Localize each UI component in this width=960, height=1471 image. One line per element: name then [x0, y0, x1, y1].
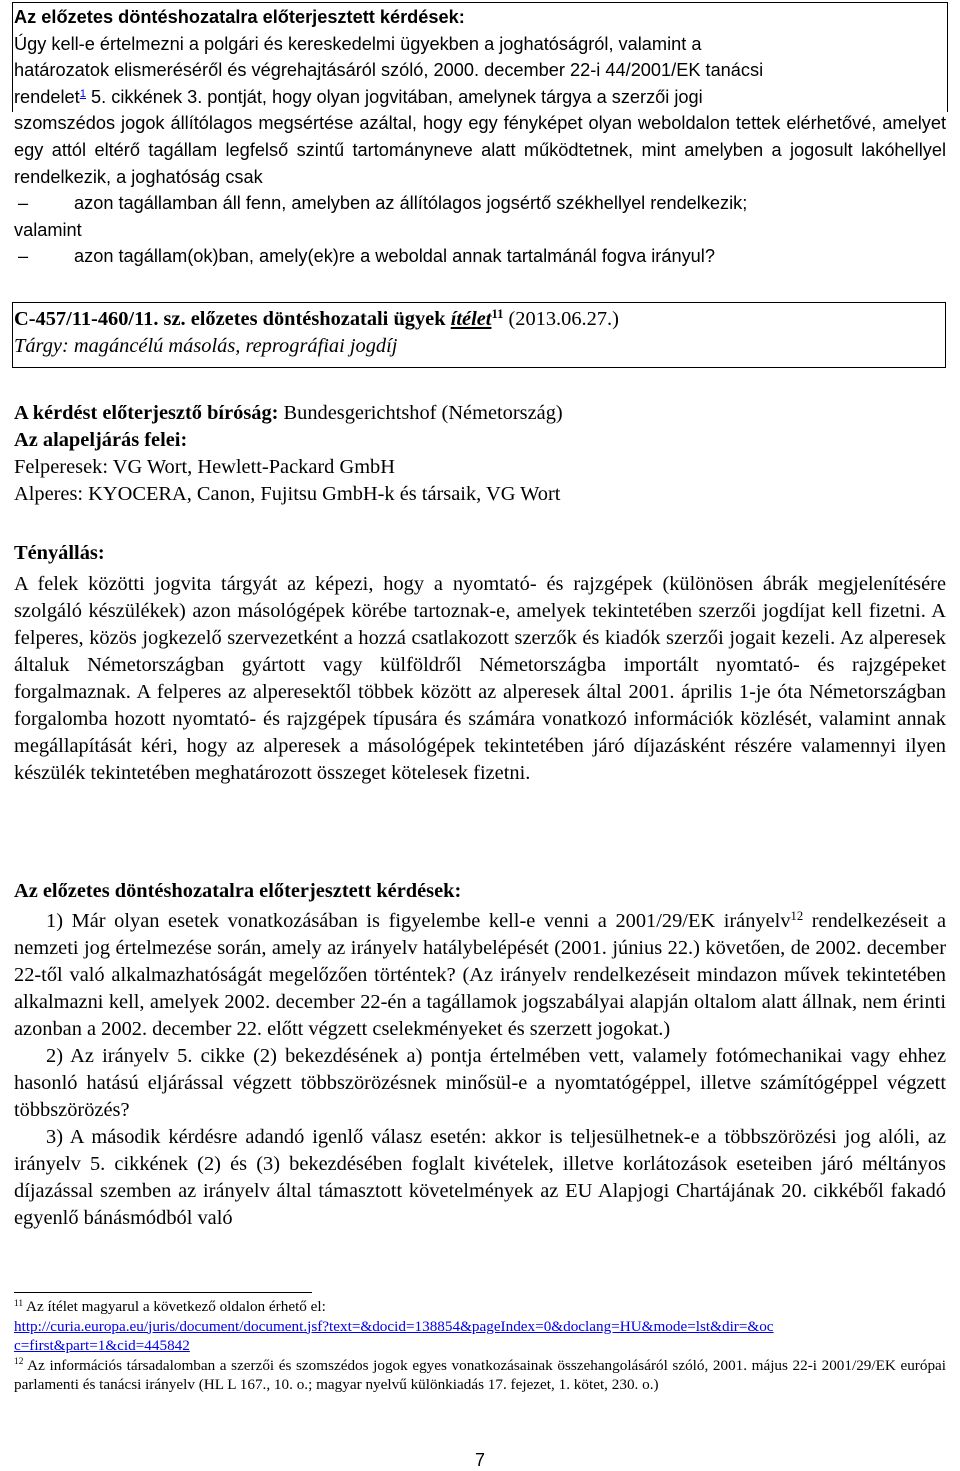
facts-section — [14, 540, 946, 787]
dash-mark: – — [18, 193, 29, 214]
dash-item-2 — [14, 243, 946, 270]
footnote-12-text: Az információs társadalomban a szerzői és szomszédos jogok egyes vonatkozásainak összehangolásáról szóló, 2001. május 22-i 2001/29/EK európai parlamenti és tanácsi irányelv (HL L 167., 10. o.; magyar nyelvű különkiadás 17. fejezet, 1. kötet, 230. o.) — [14, 1356, 946, 1393]
court-label: A kérdést előterjesztő bíróság: — [14, 402, 279, 424]
top-heading: Az előzetes döntéshozatalra előterjesztett kérdések: — [14, 7, 465, 27]
case-subject: Tárgy: magáncélú másolás, reprográfiai jogdíj — [14, 335, 398, 357]
questions-label: Az előzetes döntéshozatalra előterjesztett kérdések: — [14, 880, 462, 902]
footnote-ref-1[interactable]: 1 — [79, 87, 86, 100]
dash-item-2-text: azon tagállam(ok)ban, amely(ek)re a weboldal annak tartalmánál fogva irányul? — [74, 246, 715, 267]
footnote-rule — [14, 1292, 312, 1293]
top-para-line3b: 5. cikkének 3. pontját, hogy olyan jogvitában, amelynek tárgya a szerzői jogi — [86, 86, 703, 107]
top-para-rest: szomszédos jogok állítólagos megsértése azáltal, hogy egy fényképet olyan weboldalon tettek elérhetővé, amelyet egy attól eltérő tagállam legfelső szintű tartományneve alatt működtetnek, mint amelyben a jogosult lakóhellyel rendelkezik, a joghatóság csak — [14, 113, 946, 187]
page-number: 7 — [474, 1450, 485, 1470]
footnote-11-number: 11 — [14, 1298, 24, 1309]
case-itelet: ítélet — [450, 308, 492, 330]
valamint-text: valamint — [14, 219, 82, 240]
footnotes — [14, 1297, 946, 1395]
court-section — [14, 400, 946, 508]
footnote-11-link[interactable]: http://curia.europa.eu/juris/document/document.jsf?text=&docid=138854&pageIndex=0&doclang=HU&mode=lst&dir=&oc — [14, 1317, 774, 1335]
question-3: 3) A második kérdésre adandó igenlő válasz esetén: akkor is teljesülhetnek-e a többszörözési jog alóli, az irányelv 5. cikkének (2) és (3) bekezdésében foglalt kivételek, illetve korlátozások eseteiben járó méltányos díjazással szemben az irányelv által támasztott követelmények az EU Alapjogi Chartájának 20. cikkéből fakadó egyenlő bánásmódból való — [14, 1126, 946, 1229]
court-value: Bundesgerichtshof (Németország) — [278, 402, 563, 424]
footnote-11-link-cont[interactable]: c=first&part=1&cid=445842 — [14, 1337, 190, 1354]
question-2: 2) Az irányelv 5. cikke (2) bekezdésének a) pontja értelmében vett, valamely fotómechanikai vagy ehhez hasonló hatású eljárással végzett többszörözésnek minősül-e a nyomtatógéppel, illetve számítógéppel végzett többszörözés? — [14, 1045, 946, 1121]
questions-section — [14, 878, 946, 1232]
parties-label: Az alapeljárás felei: — [14, 429, 188, 451]
footnote-11 — [14, 1297, 946, 1317]
case-number: C-457/11-460/11. sz. előzetes döntéshozatali ügyek — [14, 308, 446, 330]
footnote-11-text: Az ítélet magyarul a következő oldalon érhető el: — [23, 1298, 326, 1315]
top-block — [14, 4, 946, 270]
defendants: Alperes: KYOCERA, Canon, Fujitsu GmbH-k és társaik, VG Wort — [14, 483, 561, 505]
facts-label: Tényállás: — [14, 542, 105, 564]
dash-item-1-text: azon tagállamban áll fenn, amelyben az állítólagos jogsértő székhellyel rendelkezik; — [74, 193, 748, 214]
top-para-line1: Úgy kell-e értelmezni a polgári és kereskedelmi ügyekben a joghatóságról, valamint a — [14, 33, 702, 54]
case-header — [14, 306, 946, 360]
footnote-12 — [14, 1356, 946, 1395]
top-paragraph — [14, 31, 946, 191]
facts-text: A felek közötti jogvita tárgyát az képezi, hogy a nyomtató- és rajzgépek (különösen ábrák megjelenítésére szolgáló készülékek) azon másológépek körébe tartoznak-e, amelyek tekintetében szerzői jogdíjat kell fizetni. A felperes, közös jogkezelő szervezetként a hozzá csatlakozott szerzők és kiadók szerzői jogait kezeli. Az alperesek általuk Németországban gyártott vagy külföldről Németországba importált nyomtató- és rajzgépeket forgalmaznak. A felperes az alperesektől többek között az alperesek által 2001. április 1-je óta Németországban forgalomba hozott nyomtató- és rajzgépek típusára és számára vonatkozó információk közlését, valamint annak megállapítását kéri, hogy az alperesek a másológépek tekintetében járó díjazásként részére valamennyi ilyen készülék tekintetében meghatározott összeget kötelesek fizetni. — [14, 573, 946, 784]
plaintiffs: Felperesek: VG Wort, Hewlett-Packard GmbH — [14, 456, 395, 478]
footnote-ref-12[interactable]: 12 — [790, 909, 804, 924]
dash-mark: – — [18, 246, 29, 267]
top-para-line3a: rendelet — [14, 86, 80, 107]
footnote-12-number: 12 — [14, 1357, 24, 1368]
footnote-ref-11[interactable]: 11 — [491, 307, 504, 322]
case-date: (2013.06.27.) — [503, 308, 619, 330]
question-1: 1) Már olyan esetek vonatkozásában is figyelembe kell-e venni a 2001/29/EK irányelv$^{12}$ rendelkezéseit a nemzeti jog értelmezése során, amely az irányelv hatálybelépését (2001. június 22.) követően, de 2002. december 22-től való alkalmazhatóságát megelőzően történtek? (Az irányelv rendelkezéseit mindazon művek tekintetében alkalmazni kell, amelyek 2002. december 22-én a tagállamok jogszabályai alapján oltalom alatt állnak, nem érinti azonban a 2002. december 22. előtt végzett cselekményeket és szerzett jogokat.) — [14, 909, 947, 1040]
dash-item-1 — [14, 190, 946, 217]
top-para-line2: határozatok elismeréséről és végrehajtásáról szóló, 2000. december 22-i 44/2001/EK tanácsi — [14, 60, 764, 81]
